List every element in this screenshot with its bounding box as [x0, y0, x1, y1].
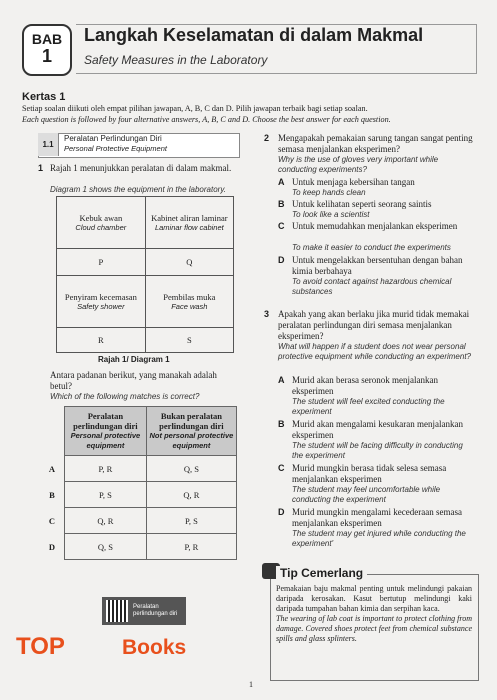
- q1-text-en: Diagram 1 shows the equipment in the laboratory.: [50, 185, 226, 194]
- q2-number: 2: [264, 133, 270, 143]
- q1-text: Rajah 1 menunjukkan peralatan di dalam makmal.: [50, 163, 232, 173]
- q2-option-a[interactable]: Untuk menjaga kebersihan tangan: [292, 177, 415, 187]
- diagram-label-p: P: [57, 249, 146, 276]
- option-letter[interactable]: A: [278, 177, 285, 187]
- option-letter[interactable]: B: [278, 419, 285, 429]
- diagram-cell: Penyiram kecemasan Safety shower: [57, 276, 146, 328]
- section-title-en: Personal Protective Equipment: [64, 144, 167, 153]
- q2-option-b[interactable]: Untuk kelihatan seperti seorang saintis: [292, 199, 432, 209]
- option-letter[interactable]: D: [278, 255, 285, 265]
- diagram-1: [56, 196, 234, 353]
- table-row[interactable]: D Q, S P, R: [40, 534, 237, 560]
- qr-label: Peralatan perlindungan diri: [133, 604, 178, 617]
- option-letter[interactable]: B: [278, 199, 285, 209]
- q2-option-c[interactable]: Untuk memudahkan menjalankan eksperimen: [292, 221, 458, 231]
- diagram-label-s: S: [145, 328, 233, 353]
- diagram-cell: Pembilas muka Face wash: [145, 276, 233, 328]
- q3-text-en: What will happen if a student does not wear personal protective equipment while conducting an experiment?: [278, 342, 472, 361]
- q3-number: 3: [264, 309, 270, 319]
- chapter-subtitle: Safety Measures in the Laboratory: [84, 53, 268, 67]
- q1-ask-en: Which of the following matches is correct?: [50, 392, 200, 401]
- diagram-label-r: R: [57, 328, 146, 353]
- q3-option-c-en: The student may feel uncomfortable while conducting the experiment: [292, 485, 441, 504]
- q2-option-a-en: To keep hands clean: [292, 188, 366, 197]
- instructions-ms: Setiap soalan diikuti oleh empat pilihan jawapan, A, B, C dan D. Pilih jawapan terbaik bagi setiap soalan.: [22, 104, 368, 113]
- page-number: 1: [249, 680, 253, 689]
- tip-title: Tip Cemerlang: [276, 566, 367, 580]
- q3-option-d[interactable]: Murid mungkin mengalami kecederaan semasa menjalankan eksperimen: [292, 507, 462, 528]
- table-row[interactable]: A P, R Q, S: [40, 456, 237, 482]
- tip-text-ms: Pemakaian baju makmal penting untuk melindungi pakaian daripada kerosakan. Kasut bertutup melindungi kaki daripada tumpahan bahan kimia dan serpihan kaca.: [276, 584, 472, 613]
- tip-text: [276, 584, 472, 644]
- q3-option-a[interactable]: Murid akan berasa seronok menjalankan eksperimen: [292, 375, 438, 396]
- paper-heading: Kertas 1: [22, 91, 66, 103]
- tip-text-en: The wearing of lab coat is important to protect clothing from damage. Covered shoes protect feet from chemical substance spills and glass splinters.: [276, 614, 472, 643]
- q3-option-d-en: The student may get injured while conducting the experiment': [292, 529, 466, 548]
- q3-option-b[interactable]: Murid akan mengalami kesukaran menjalankan eksperimen: [292, 419, 463, 440]
- option-letter[interactable]: D: [278, 507, 285, 517]
- chapter-word: BAB: [31, 31, 63, 47]
- qr-code-icon[interactable]: [106, 600, 128, 622]
- q2-text: Mengapakah pemakaian sarung tangan sangat penting semasa menjalankan eksperimen?: [278, 133, 473, 154]
- q2-option-d[interactable]: Untuk mengelakkan bersentuhan dengan bahan kimia berbahaya: [292, 255, 463, 276]
- diagram-cell: Kebuk awan Cloud chamber: [57, 197, 146, 249]
- q3-option-b-en: The student will be facing difficulty in conducting the experiment: [292, 441, 463, 460]
- table-row[interactable]: C Q, R P, S: [40, 508, 237, 534]
- section-number: 1.1: [38, 133, 59, 156]
- instructions-en: Each question is followed by four alternative answers, A, B, C and D. Choose the best answer for each question.: [22, 115, 391, 124]
- match-table: [40, 406, 237, 560]
- q2-option-d-en: To avoid contact against hazardous chemical substances: [292, 277, 452, 296]
- q3-option-a-en: The student will feel excited conducting the experiment: [292, 397, 445, 416]
- col-header-non-ppe: Bukan peralatan perlindungan diri Not personal protective equipment: [146, 407, 236, 456]
- q3-text: Apakah yang akan berlaku jika murid tidak memakai peralatan perlindungan diri semasa menjalankan eksperimen?: [278, 309, 470, 341]
- chapter-title: Langkah Keselamatan di dalam Makmal: [84, 25, 424, 45]
- chapter-badge: [22, 24, 72, 76]
- q2-option-b-en: To look like a scientist: [292, 210, 370, 219]
- col-header-ppe: Peralatan perlindungan diri Personal protective equipment: [65, 407, 147, 456]
- publisher-logo: TOP: [16, 633, 65, 660]
- option-letter[interactable]: C: [278, 221, 285, 231]
- option-letter[interactable]: A: [278, 375, 285, 385]
- diagram-cell: Kabinet aliran laminar Laminar flow cabinet: [145, 197, 233, 249]
- table-row[interactable]: B P, S Q, R: [40, 482, 237, 508]
- q2-option-c-en: To make it easier to conduct the experiments: [292, 243, 451, 252]
- q2-text-en: Why is the use of gloves very important while conducting experiments?: [278, 155, 439, 174]
- diagram-caption: Rajah 1/ Diagram 1: [98, 355, 170, 364]
- option-letter[interactable]: C: [278, 463, 285, 473]
- section-title-ms: Peralatan Perlindungan Diri: [64, 134, 162, 143]
- publisher-logo-books: Books: [122, 636, 187, 659]
- q3-option-c[interactable]: Murid mungkin berasa tidak selesa semasa menjalankan eksperimen: [292, 463, 447, 484]
- chapter-number: 1: [41, 46, 52, 66]
- q1-number: 1: [38, 163, 44, 173]
- q1-ask: Antara padanan berikut, yang manakah adalah betul?: [50, 370, 217, 391]
- diagram-label-q: Q: [145, 249, 233, 276]
